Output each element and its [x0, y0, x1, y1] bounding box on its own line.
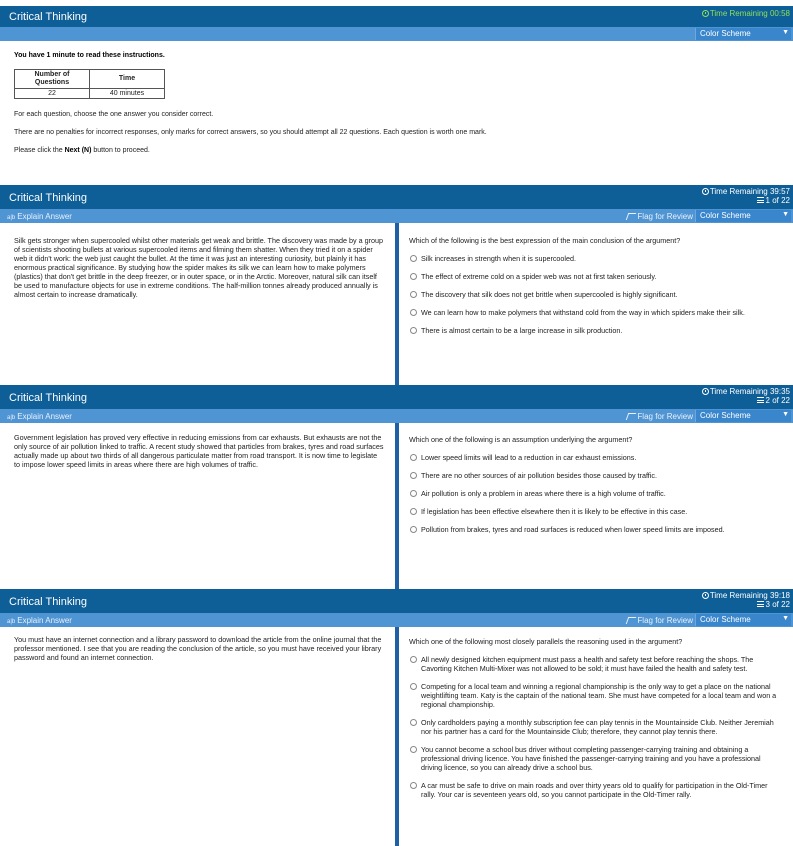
flag-icon: [626, 413, 637, 420]
app-title: Critical Thinking: [9, 11, 88, 23]
ab-icon: a|b: [7, 215, 16, 221]
flag-icon: [626, 617, 637, 624]
dropdown-arrow-icon: ▼: [782, 615, 789, 622]
question-screen-3: [0, 589, 793, 846]
clock-icon: [702, 388, 709, 395]
radio-button[interactable]: [410, 526, 417, 533]
question-list-icon: [757, 601, 764, 607]
instruction-text: For each question, choose the one answer you consider correct.: [14, 111, 214, 118]
answer-option[interactable]: The effect of extreme cold on a spider web was not at first taken seriously.: [409, 272, 781, 281]
radio-button[interactable]: [410, 746, 417, 753]
toolbar: [0, 209, 793, 223]
table-cell-time: 40 minutes: [90, 89, 165, 99]
instruction-text: There are no penalties for incorrect responses, only marks for correct answers, so you should attempt all 22 questions. Each question is worth one mark.: [14, 129, 487, 136]
table-header-time: Time: [90, 70, 165, 89]
explain-answer-button[interactable]: a|b Explain Answer: [7, 616, 72, 625]
passage-text: Government legislation has proved very effective in reducing emissions from car exhausts. But exhausts are not the only source of air pollution linked to traffic. A recent study showed that particles from brakes, tyres and road surfaces actually made up about two thirds of all dangerous particulate matter from road transport. It is now time to legislate to impose lower speed limits in areas where there are high volumes of traffic.: [14, 433, 384, 469]
radio-button[interactable]: [410, 490, 417, 497]
question-stem: Which one of the following most closely parallels the reasoning used in the argument?: [409, 637, 683, 646]
answer-option[interactable]: Silk increases in strength when it is supercooled.: [409, 254, 781, 263]
radio-button[interactable]: [410, 656, 417, 663]
flag-for-review-button[interactable]: Flag for Review: [627, 412, 693, 421]
question-pane: [409, 435, 781, 543]
question-pane: [409, 236, 781, 344]
dropdown-arrow-icon: ▼: [782, 411, 789, 418]
answer-option[interactable]: Lower speed limits will lead to a reduction in car exhaust emissions.: [409, 453, 781, 462]
time-remaining: Time Remaining 00:58: [702, 9, 790, 18]
radio-button[interactable]: [410, 273, 417, 280]
question-stem: Which of the following is the best expression of the main conclusion of the argument?: [409, 236, 681, 245]
color-scheme-dropdown[interactable]: Color Scheme ▼: [695, 28, 791, 40]
time-remaining: Time Remaining 39:18 3 of 22: [702, 591, 790, 609]
radio-button[interactable]: [410, 291, 417, 298]
test-info-table: [14, 69, 165, 99]
instructions-heading: You have 1 minute to read these instructions.: [14, 52, 165, 59]
answer-option[interactable]: Competing for a local team and winning a regional championship is the only way to get a place on the national weightlifting team. Katy is the captain of the national team. She must have competed for a local team and won a regional championship.: [409, 682, 781, 709]
answer-option[interactable]: All newly designed kitchen equipment must pass a health and safety test before reaching the shops. The Cavorting Kitchen Multi-Mixer was not allowed to be sold; it must have failed the health and safety test.: [409, 655, 781, 673]
toolbar: [0, 27, 793, 41]
answer-option[interactable]: Only cardholders paying a monthly subscription fee can play tennis in the Mountainside Club. Neither Jeremiah nor his partner has a card for the Mountainside Club; therefore, they cannot play tennis there.: [409, 718, 781, 736]
flag-for-review-button[interactable]: Flag for Review: [627, 616, 693, 625]
passage-text: You must have an internet connection and a library password to download the article from the online journal that the professor mentioned. I see that you are reading the conclusion of the article, so you must have received your library password and found an internet connection.: [14, 635, 382, 662]
toolbar: [0, 409, 793, 423]
question-list-icon: [757, 197, 764, 203]
radio-button[interactable]: [410, 508, 417, 515]
question-screen-2: [0, 385, 793, 589]
answer-option[interactable]: The discovery that silk does not get brittle when supercooled is highly significant.: [409, 290, 781, 299]
app-title: Critical Thinking: [9, 596, 88, 608]
toolbar: [0, 613, 793, 627]
radio-button[interactable]: [410, 683, 417, 690]
question-counter[interactable]: 2 of 22: [702, 396, 790, 405]
instructions-screen: [0, 0, 793, 183]
answer-option[interactable]: Pollution from brakes, tyres and road surfaces is reduced when lower speed limits are imposed.: [409, 525, 781, 534]
app-title: Critical Thinking: [9, 192, 88, 204]
dropdown-arrow-icon: ▼: [782, 29, 789, 36]
title-bar: [0, 385, 793, 409]
radio-button[interactable]: [410, 255, 417, 262]
question-counter[interactable]: 1 of 22: [702, 196, 790, 205]
answer-option[interactable]: If legislation has been effective elsewhere then it is likely to be effective in this case.: [409, 507, 781, 516]
ab-icon: a|b: [7, 619, 16, 625]
answer-option[interactable]: A car must be safe to drive on main roads and over thirty years old to qualify for participation in the Old-Timer rally. Your car is seventeen years old, so you cannot participate in the Old-Timer rally.: [409, 781, 781, 799]
dropdown-arrow-icon: ▼: [782, 211, 789, 218]
instructions-body: [14, 52, 774, 165]
question-pane: [409, 637, 781, 808]
question-counter[interactable]: 3 of 22: [702, 600, 790, 609]
ab-icon: a|b: [7, 415, 16, 421]
answer-option[interactable]: Air pollution is only a problem in areas where there is a high volume of traffic.: [409, 489, 781, 498]
instruction-text: Please click the Next (N) button to proceed.: [14, 147, 150, 154]
clock-icon: [702, 10, 709, 17]
answer-option[interactable]: You cannot become a school bus driver without completing passenger-carrying training and obtaining a professional driving licence. You have finished the passenger-carrying training and you have a professional driving licence, so you can already drive a school bus.: [409, 745, 781, 772]
color-scheme-dropdown[interactable]: Color Scheme ▼: [695, 614, 791, 626]
radio-button[interactable]: [410, 782, 417, 789]
radio-button[interactable]: [410, 327, 417, 334]
question-screen-1: [0, 185, 793, 385]
table-header-questions: Number of Questions: [15, 70, 90, 89]
flag-for-review-button[interactable]: Flag for Review: [627, 212, 693, 221]
question-list-icon: [757, 397, 764, 403]
pane-divider[interactable]: [395, 423, 399, 589]
radio-button[interactable]: [410, 309, 417, 316]
clock-icon: [702, 188, 709, 195]
answer-option[interactable]: We can learn how to make polymers that withstand cold from the way in which spiders make their silk.: [409, 308, 781, 317]
clock-icon: [702, 592, 709, 599]
answer-option[interactable]: There is almost certain to be a large increase in silk production.: [409, 326, 781, 335]
app-title: Critical Thinking: [9, 392, 88, 404]
explain-answer-button[interactable]: a|b Explain Answer: [7, 212, 72, 221]
question-stem: Which one of the following is an assumption underlying the argument?: [409, 435, 633, 444]
title-bar: [0, 185, 793, 209]
color-scheme-dropdown[interactable]: Color Scheme ▼: [695, 210, 791, 222]
explain-answer-button[interactable]: a|b Explain Answer: [7, 412, 72, 421]
table-cell-questions: 22: [15, 89, 90, 99]
time-remaining: Time Remaining 39:35 2 of 22: [702, 387, 790, 405]
passage-text: Silk gets stronger when supercooled whilst other materials get weak and brittle. The discovery was made by a group of scientists shooting bullets at various supercooled items and filming them shatter. When they tried it on a spider web it didn't work: the web just caught the bullet. At the time it was just an interesting curiosity, but plainly it has enormous practical significance. By studying how the spider makes its silk we can learn how to make polymers (plastics) that don't get brittle in the deep freezer, or in outer space, or in the Arctic. Moreover, natural silk can itself be used to manufacture objects for use in extreme conditions. The half-million tonnes already produced annually is almost certain to increase dramatically.: [14, 236, 384, 299]
color-scheme-dropdown[interactable]: Color Scheme ▼: [695, 410, 791, 422]
radio-button[interactable]: [410, 472, 417, 479]
radio-button[interactable]: [410, 454, 417, 461]
radio-button[interactable]: [410, 719, 417, 726]
answer-option[interactable]: There are no other sources of air pollution besides those caused by traffic.: [409, 471, 781, 480]
time-remaining: Time Remaining 39:57 1 of 22: [702, 187, 790, 205]
flag-icon: [626, 213, 637, 220]
title-bar: [0, 589, 793, 613]
pane-divider[interactable]: [395, 627, 399, 846]
title-bar: [0, 6, 793, 27]
pane-divider[interactable]: [395, 223, 399, 385]
